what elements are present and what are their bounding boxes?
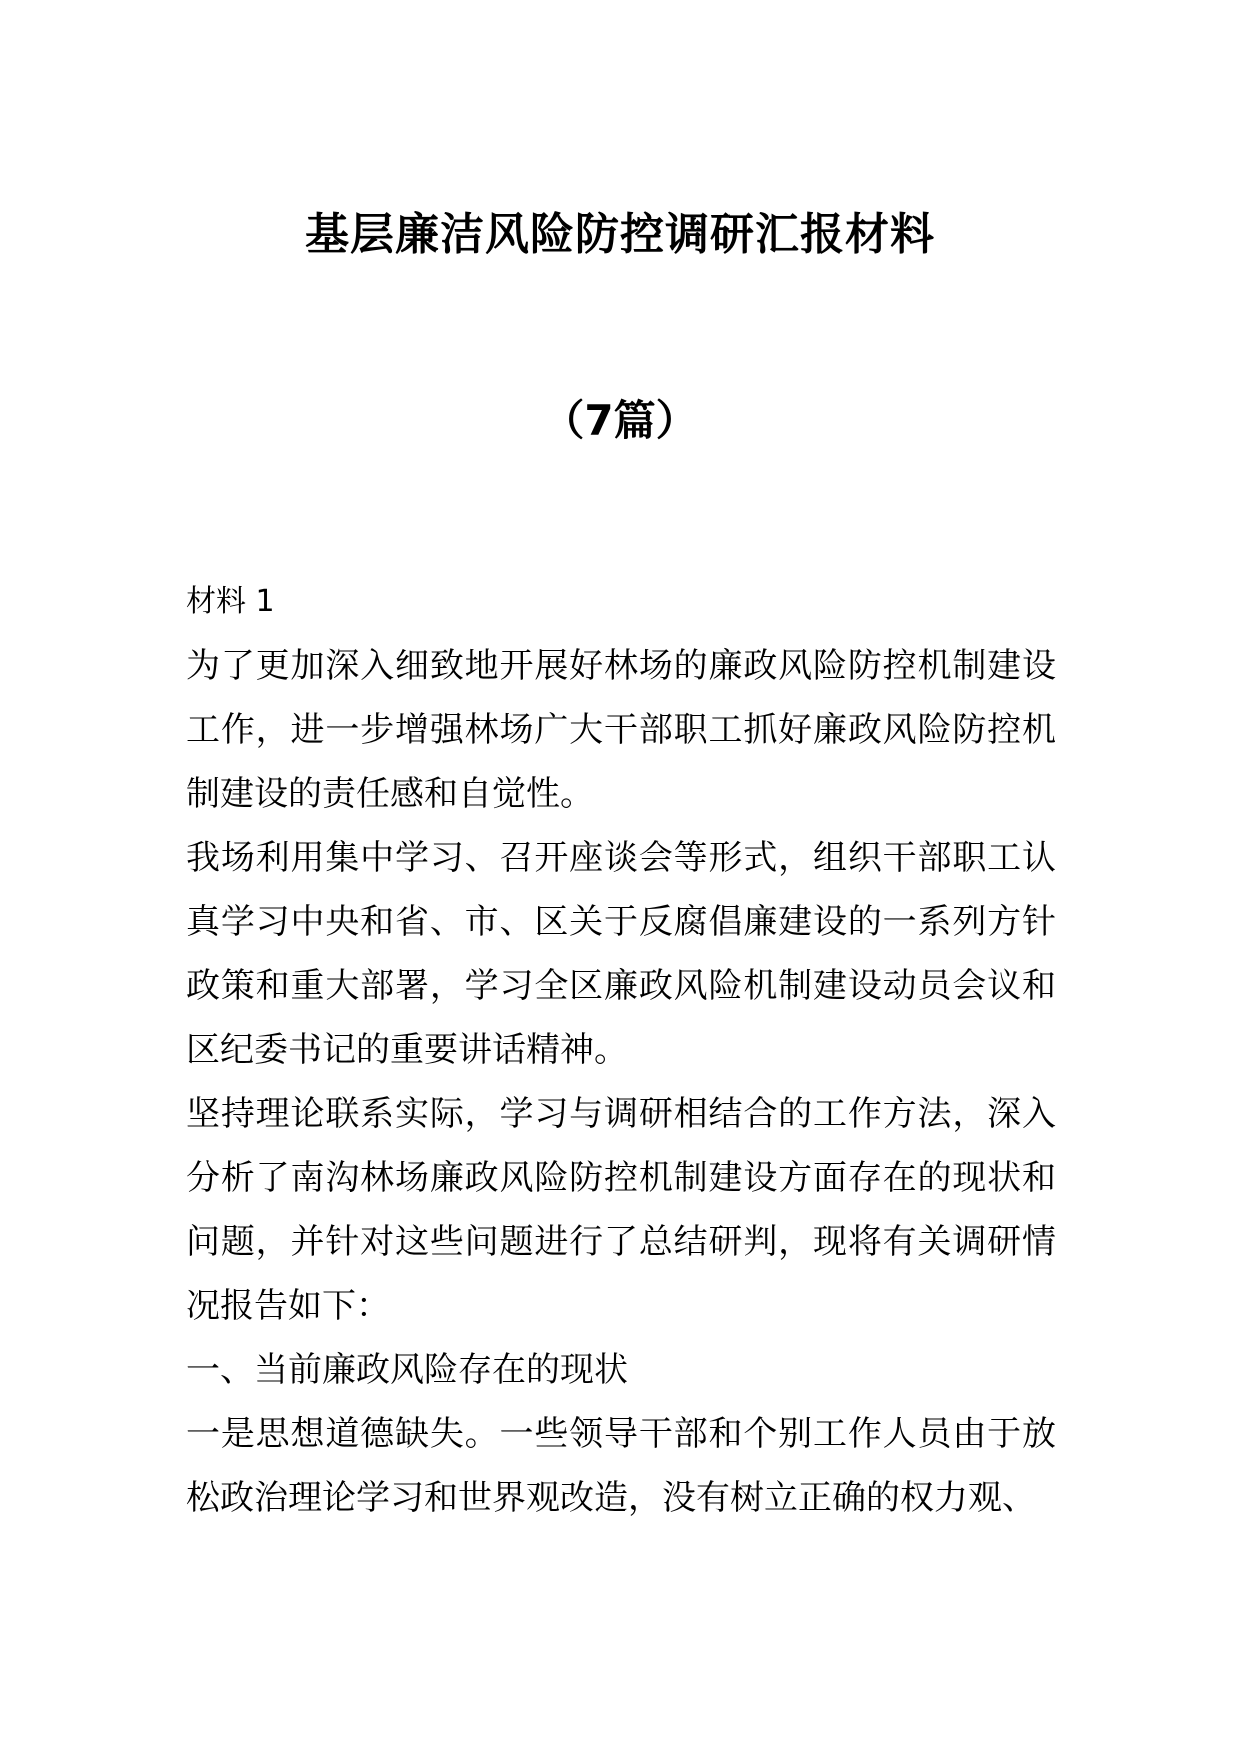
section-heading-1: 一、当前廉政风险存在的现状 <box>186 1350 628 1390</box>
paragraph-4: 一是思想道德缺失。一些领导干部和个别工作人员由于放松政治理论学习和世界观改造，没有树立正确的权力观、 <box>186 1414 1056 1518</box>
paragraph-1: 为了更加深入细致地开展好林场的廉政风险防控机制建设工作，进一步增强林场广大干部职工抓好廉政风险防控机制建设的责任感和自觉性。 <box>186 646 1056 814</box>
document-body <box>186 570 1056 1530</box>
document-title: 基层廉洁风险防控调研汇报材料 <box>305 209 935 260</box>
section-label: 材料 1 <box>186 584 275 619</box>
paragraph-3: 坚持理论联系实际，学习与调研相结合的工作方法，深入分析了南沟林场廉政风险防控机制建设方面存在的现状和问题，并针对这些问题进行了总结研判，现将有关调研情况报告如下： <box>186 1094 1056 1326</box>
paragraph-2: 我场利用集中学习、召开座谈会等形式，组织干部职工认真学习中央和省、市、区关于反腐倡廉建设的一系列方针政策和重大部署，学习全区廉政风险机制建设动员会议和区纪委书记的重要讲话精神。 <box>186 838 1056 1070</box>
document-subtitle: （7篇） <box>542 396 698 445</box>
